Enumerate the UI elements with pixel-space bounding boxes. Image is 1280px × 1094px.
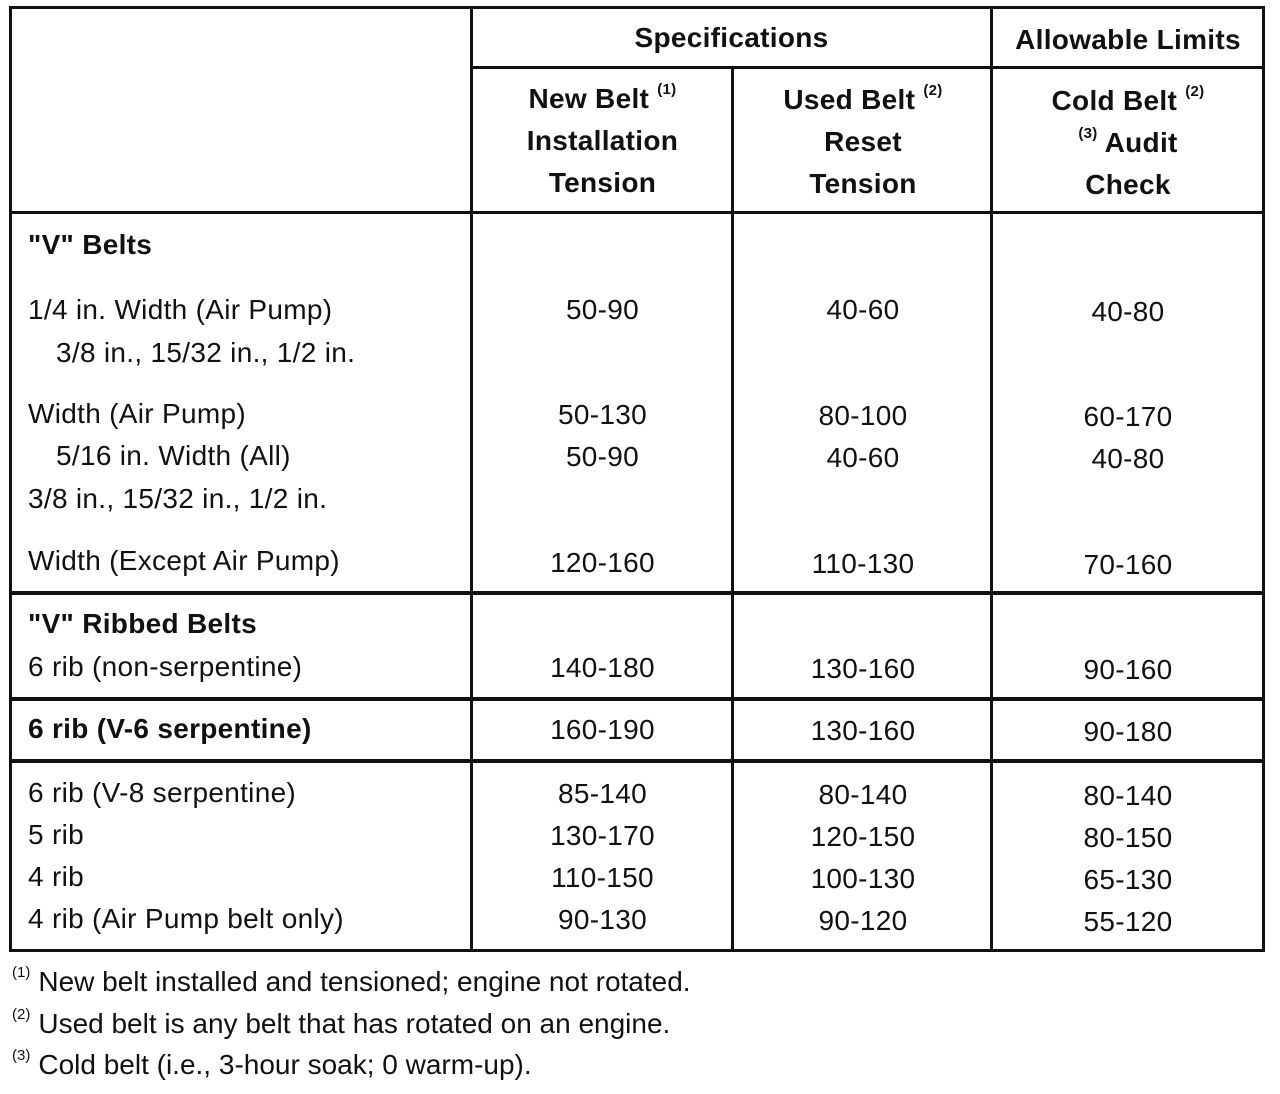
cell-used: 80-140 <box>818 779 908 810</box>
cell-new: 90-130 <box>558 904 647 935</box>
row-label: 5/16 in. Width (All) <box>56 440 291 471</box>
divider-section-ribbed <box>9 591 1265 595</box>
header-col3: Cold Belt $^{(2)}$ $^{(3)}$ Audit Check <box>1051 82 1205 200</box>
cell-used: 120-150 <box>810 821 916 852</box>
cell-new: 85-140 <box>558 778 647 809</box>
cell-new: 50-90 <box>565 441 640 472</box>
row-label: 4 rib <box>28 861 84 892</box>
cell-new: 160-190 <box>550 714 655 745</box>
cell-new: 50-130 <box>558 399 647 430</box>
divider-header-sub <box>470 66 1265 69</box>
cell-cold: 40-80 <box>1091 443 1165 474</box>
cell-used: 40-60 <box>826 294 900 325</box>
row-label: 6 rib (non-serpentine) <box>28 651 303 682</box>
cell-cold: 40-80 <box>1091 296 1165 327</box>
row-label: 6 rib (V-8 serpentine) <box>28 777 297 808</box>
divider-section-v6 <box>9 697 1265 701</box>
row-label: Width (Air Pump) <box>28 398 246 429</box>
cell-used: 130-160 <box>810 715 916 746</box>
cell-used: 40-60 <box>826 442 900 473</box>
cell-cold: 70-160 <box>1083 549 1173 580</box>
section-title-v-ribbed: "V" Ribbed Belts <box>28 608 257 639</box>
cell-new: 130-170 <box>550 820 655 851</box>
cell-cold: 90-180 <box>1083 716 1173 747</box>
cell-used: 90-120 <box>818 905 908 936</box>
row-label: 3/8 in., 15/32 in., 1/2 in. <box>56 337 356 368</box>
cell-used: 100-130 <box>810 863 916 894</box>
row-label: 4 rib (Air Pump belt only) <box>28 903 344 934</box>
cell-cold: 90-160 <box>1083 654 1173 685</box>
footnote-3: $^{(3)}$ Cold belt (i.e., 3-hour soak; 0 warm-up). <box>12 1046 532 1080</box>
cell-used: 130-160 <box>810 653 916 684</box>
header-col2: Used Belt $^{(2)}$ Reset Tension <box>783 81 943 199</box>
footnote-2: $^{(2)}$ Used belt is any belt that has rotated on an engine. <box>12 1005 671 1039</box>
footnote-1: $^{(1)}$ New belt installed and tensioned; engine not rotated. <box>12 963 691 997</box>
cell-new: 110-150 <box>551 862 654 893</box>
divider-header-body <box>9 211 1265 214</box>
row-label: 1/4 in. Width (Air Pump) <box>28 294 333 325</box>
header-col1: New Belt $^{(1)}$ Installation Tension <box>526 80 679 198</box>
cell-new: 50-90 <box>565 294 640 325</box>
cell-cold: 60-170 <box>1083 401 1173 432</box>
cell-used: 110-130 <box>811 548 915 579</box>
cell-used: 80-100 <box>818 400 908 431</box>
cell-new: 120-160 <box>550 547 655 578</box>
header-allowable-limits: Allowable Limits <box>1015 24 1241 55</box>
section-title-v-belts: "V" Belts <box>28 229 153 260</box>
row-label: 5 rib <box>28 819 84 850</box>
row-label-v6: 6 rib (V-6 serpentine) <box>28 713 312 744</box>
cell-cold: 80-140 <box>1083 780 1173 811</box>
cell-cold: 65-130 <box>1083 864 1173 895</box>
row-label: Width (Except Air Pump) <box>28 545 340 576</box>
header-specifications: Specifications <box>634 22 829 53</box>
divider-section-others <box>9 759 1265 763</box>
cell-cold: 80-150 <box>1083 822 1173 853</box>
cell-cold: 55-120 <box>1083 906 1173 937</box>
cell-new: 140-180 <box>550 652 655 683</box>
row-label: 3/8 in., 15/32 in., 1/2 in. <box>28 483 328 514</box>
